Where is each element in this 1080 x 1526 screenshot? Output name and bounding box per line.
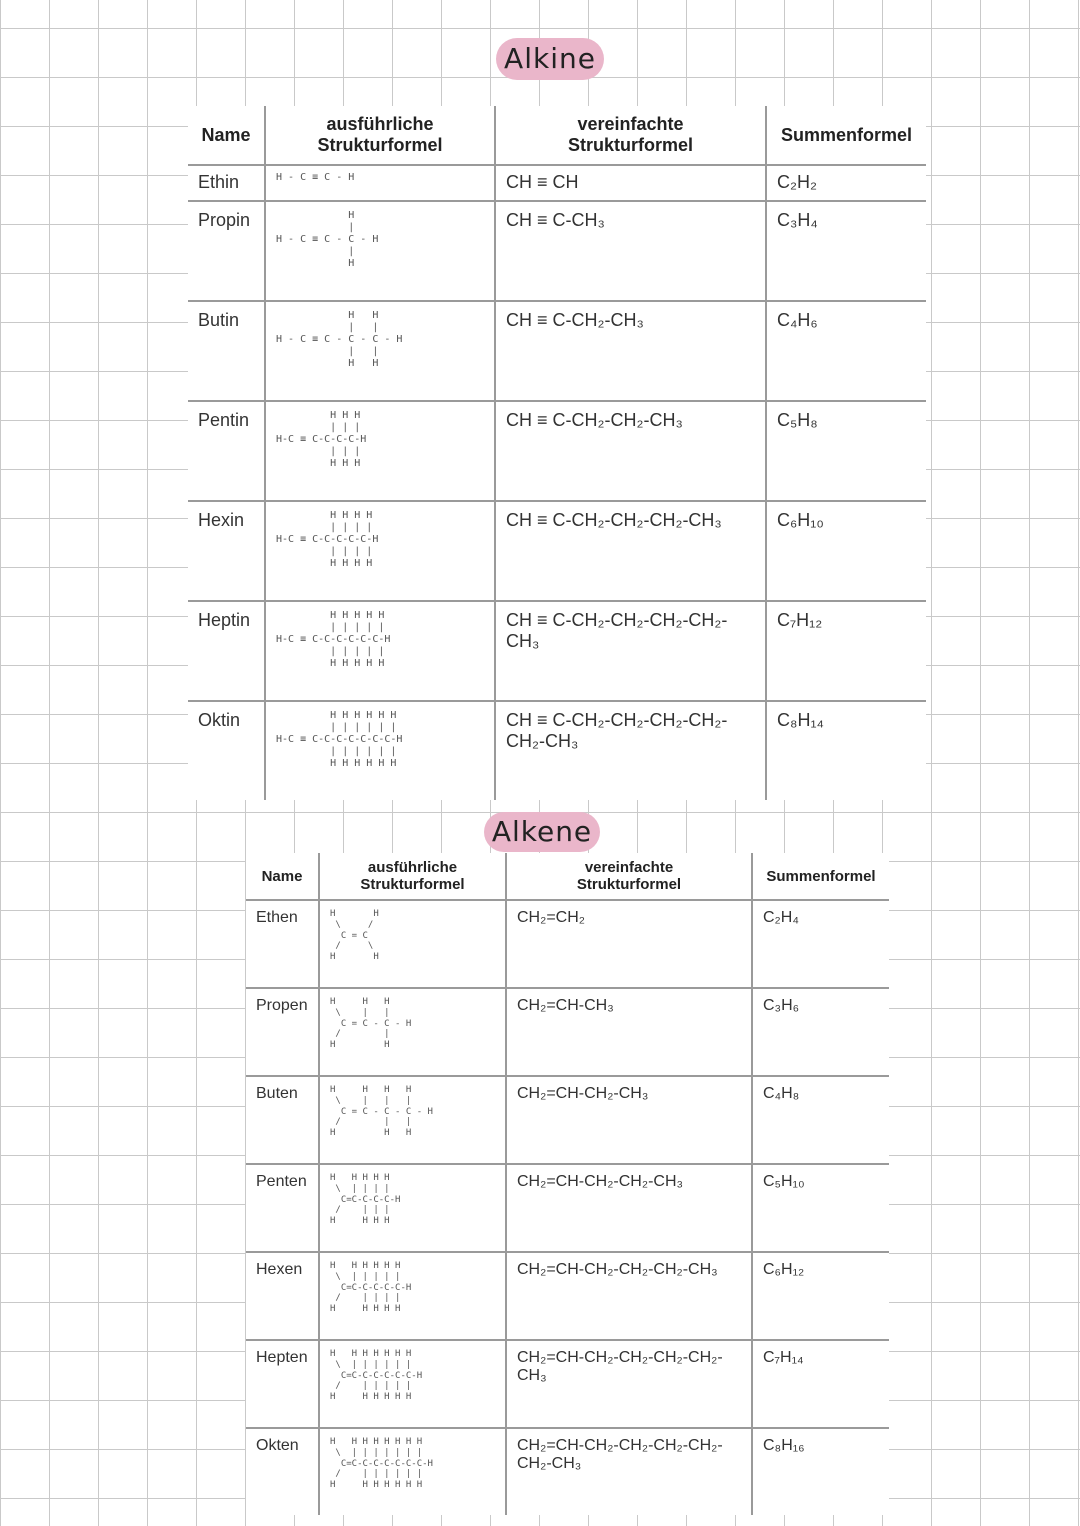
molecular-formula: C₄H₆	[766, 301, 926, 401]
structural-formula	[265, 701, 495, 800]
structure-drawing: H H H H H H \ | | | | | C=C-C-C-C-C-H / | | | | H H H H H	[330, 1261, 412, 1315]
column-header-molecular-formula: Summenformel	[752, 853, 889, 900]
structure-drawing: H H H H \ | | | C = C - C - C - H / | | H H H	[330, 1085, 433, 1139]
structural-formula	[265, 201, 495, 301]
column-header-simplified-structure: vereinfachte Strukturformel	[506, 853, 752, 900]
header-row	[246, 853, 889, 900]
simplified-formula: CH ≡ C-CH₂-CH₂-CH₂-CH₃	[495, 501, 766, 601]
column-header-molecular-formula: Summenformel	[766, 106, 926, 165]
structural-formula	[319, 1076, 506, 1164]
alkine-heading: Alkine	[496, 38, 604, 80]
alkine-table	[188, 106, 926, 800]
table-row	[188, 601, 926, 701]
table-row	[246, 1428, 889, 1515]
simplified-formula: CH ≡ C-CH₂-CH₂-CH₂-CH₂- CH₂-CH₃	[495, 701, 766, 800]
column-header-detailed-structure: ausführliche Strukturformel	[265, 106, 495, 165]
structural-formula	[319, 900, 506, 988]
structure-drawing: H H | | H - C ≡ C - C - C - H | | H H	[276, 310, 403, 369]
table-row	[188, 165, 926, 201]
compound-name: Propin	[188, 201, 265, 301]
table-row	[246, 1340, 889, 1428]
structure-drawing: H H H H H H H \ | | | | | | C=C-C-C-C-C-C-H / | | | | | H H H H H H	[330, 1349, 423, 1403]
molecular-formula: C₅H₈	[766, 401, 926, 501]
compound-name: Ethen	[246, 900, 319, 988]
simplified-formula: CH₂=CH-CH₂-CH₃	[506, 1076, 752, 1164]
simplified-formula: CH ≡ C-CH₂-CH₃	[495, 301, 766, 401]
simplified-formula: CH ≡ C-CH₃	[495, 201, 766, 301]
structure-drawing: H H H \ | | C = C - C - H / | H H	[330, 997, 412, 1051]
structure-drawing: H - C ≡ C - H	[276, 172, 355, 183]
simplified-formula: CH ≡ C-CH₂-CH₂-CH₂-CH₂- CH₃	[495, 601, 766, 701]
table-row	[188, 201, 926, 301]
table-row	[246, 900, 889, 988]
molecular-formula: C₈H₁₄	[777, 710, 824, 730]
simplified-formula: CH ≡ C-CH₂-CH₂-CH₃	[495, 401, 766, 501]
table-row	[246, 1076, 889, 1164]
compound-name: Pentin	[188, 401, 265, 501]
compound-name: Butin	[188, 301, 265, 401]
structural-formula	[265, 301, 495, 401]
molecular-formula: C₇H₁₂	[766, 601, 926, 701]
table-row	[188, 501, 926, 601]
structural-formula	[319, 988, 506, 1076]
compound-name: Hexen	[246, 1252, 319, 1340]
table-row	[188, 401, 926, 501]
column-header-name: Name	[188, 106, 265, 165]
compound-name: Buten	[246, 1076, 319, 1164]
simplified-formula: CH₂=CH-CH₂-CH₂-CH₂-CH₃	[506, 1252, 752, 1340]
table-row	[246, 1164, 889, 1252]
alkene-table	[246, 853, 889, 1515]
column-header-name: Name	[246, 853, 319, 900]
structural-formula	[265, 501, 495, 601]
structural-formula	[319, 1164, 506, 1252]
structural-formula	[265, 401, 495, 501]
molecular-formula: C₂H₄	[752, 900, 889, 988]
compound-name: Propen	[246, 988, 319, 1076]
header-row	[188, 106, 926, 165]
structure-drawing: H H H H H H H H \ | | | | | | | C=C-C-C-C-C-C-C-H / | | | | | | H H H H H H H	[330, 1437, 433, 1491]
molecular-formula: C₈H₁₆	[763, 1437, 805, 1454]
structure-drawing: H H H | | | H-C ≡ C-C-C-C-H | | | H H H	[276, 410, 367, 469]
compound-name: Heptin	[188, 601, 265, 701]
structural-formula	[319, 1252, 506, 1340]
column-header-simplified-structure: vereinfachte Strukturformel	[495, 106, 766, 165]
molecular-formula: C₇H₁₄	[752, 1340, 889, 1428]
structural-formula	[265, 165, 495, 201]
molecular-formula: C₂H₂	[766, 165, 926, 201]
molecular-formula: C₄H₈	[752, 1076, 889, 1164]
molecular-formula: C₆H₁₀	[766, 501, 926, 601]
compound-name: Okten	[246, 1428, 319, 1515]
molecular-formula: C₆H₁₂	[752, 1252, 889, 1340]
alkene-heading: Alkene	[484, 812, 600, 852]
structure-drawing: H H H H | | | | H-C ≡ C-C-C-C-C-H | | | | H H H H	[276, 510, 379, 569]
simplified-formula: CH₂=CH-CH₂-CH₂-CH₂-CH₂- CH₃	[506, 1340, 752, 1428]
table-row	[246, 988, 889, 1076]
structural-formula	[319, 1340, 506, 1428]
simplified-formula: CH ≡ CH	[495, 165, 766, 201]
molecular-formula: C₃H₄	[766, 201, 926, 301]
compound-name: Penten	[246, 1164, 319, 1252]
table-row	[188, 701, 926, 800]
structure-drawing: H H \ / C = C / \ H H	[330, 909, 379, 963]
simplified-formula: CH₂=CH-CH₂-CH₂-CH₃	[506, 1164, 752, 1252]
structural-formula	[319, 1428, 506, 1515]
table-row	[188, 301, 926, 401]
compound-name: Hexin	[188, 501, 265, 601]
molecular-formula: C₃H₆	[752, 988, 889, 1076]
compound-name: Hepten	[246, 1340, 319, 1428]
molecular-formula: C₅H₁₀	[752, 1164, 889, 1252]
table-row	[246, 1252, 889, 1340]
simplified-formula: CH₂=CH-CH₂-CH₂-CH₂-CH₂- CH₂-CH₃	[506, 1428, 752, 1515]
column-header-detailed-structure: ausführliche Strukturformel	[319, 853, 506, 900]
structure-drawing: H H H H H H | | | | | | H-C ≡ C-C-C-C-C-C-C-H | | | | | | H H H H H H	[276, 710, 403, 769]
structure-drawing: H | H - C ≡ C - C - H | H	[276, 210, 379, 269]
structural-formula	[265, 601, 495, 701]
structure-drawing: H H H H H | | | | | H-C ≡ C-C-C-C-C-C-H | | | | | H H H H H	[276, 610, 391, 669]
simplified-formula: CH₂=CH-CH₃	[506, 988, 752, 1076]
compound-name: Oktin	[188, 701, 265, 800]
compound-name: Ethin	[188, 165, 265, 201]
simplified-formula: CH₂=CH₂	[506, 900, 752, 988]
structure-drawing: H H H H H \ | | | | C=C-C-C-C-H / | | | H H H H	[330, 1173, 401, 1227]
